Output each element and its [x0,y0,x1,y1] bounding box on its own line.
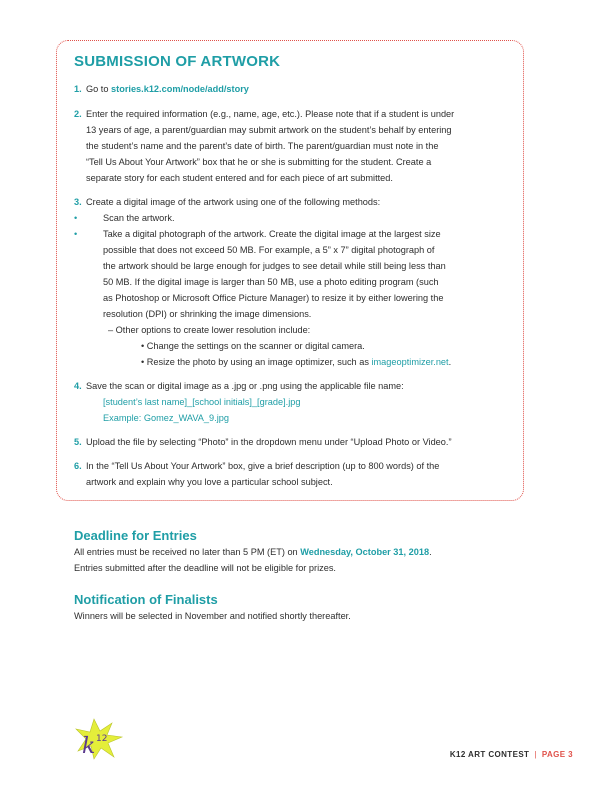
svg-text:12: 12 [96,734,108,744]
step-1-label: Go to [86,84,112,94]
finalists-line-1: Winners will be selected in November and notified shortly thereafter. [74,611,351,621]
step-2-line-4: “Tell Us About Your Artwork” box that he or she is submitting for the student. Create a [86,157,432,167]
step-3-intro: Create a digital image of the artwork using one of the following methods: [86,197,381,207]
step-5-text: Upload the file by selecting “Photo” in the dropdown menu under “Upload Photo or Video.” [86,437,452,447]
page-number: PAGE 3 [541,750,573,759]
step-4-example: Example: Gomez_WAVA_9.jpg [103,413,229,423]
step-6-line-1: In the “Tell Us About Your Artwork” box, give a brief description (up to 800 words) of the [86,461,440,471]
k12-logo-icon [74,717,124,761]
deadline-end: . [429,547,432,557]
step-2-line-2: 13 years of age, a parent/guardian may submit artwork on the student’s behalf by entering [86,125,452,135]
footer-label: K12 ART CONTEST [449,750,530,759]
footer-separator: | [534,750,537,759]
bullet-2-line-3: the artwork should be large enough for judges to see detail while still being less than [103,261,446,271]
step-2-line-5: separate story for each student entered and for each piece of art submitted. [86,173,393,183]
svg-text:k: k [82,734,96,759]
sub-option-2 [141,356,451,368]
deadline-date: Wednesday, October 31, 2018 [300,547,430,557]
step-2-number: 2. [74,109,82,119]
step-1-text [86,83,249,95]
story-link[interactable]: stories.k12.com/node/add/story [111,84,249,94]
step-2-line-3: the student’s name and the parent’s date of birth. The parent/guardian must note in the [86,141,439,151]
bullet-2-line-1: Take a digital photograph of the artwork. Create the digital image at the largest size [103,229,441,239]
sub-option-1: • Change the settings on the scanner or digital camera. [141,341,365,351]
finalists-title: Notification of Finalists [74,592,218,607]
step-2-line-1: Enter the required information (e.g., name, age, etc.). Please note that if a student is under [86,109,455,119]
bullet-2-line-5: as Photoshop or Microsoft Office Picture Manager) to resize it by either lowering the [103,293,444,303]
sub-options-intro: – Other options to create lower resolution include: [108,325,311,335]
sub-option-2-end: . [448,357,452,367]
deadline-line-1 [74,546,432,558]
sub-option-2-text: • Resize the photo by using an image optimizer, such as [141,357,372,367]
step-1-number: 1. [74,84,82,94]
bullet-1-text: Scan the artwork. [103,213,175,223]
step-5-number: 5. [74,437,82,447]
step-4-filename: [student’s last name]_[school initials]_[grade].jpg [103,397,301,407]
deadline-line-2: Entries submitted after the deadline will not be eligible for prizes. [74,563,336,573]
bullet-1: • [74,213,78,223]
bullet-2-line-4: 50 MB. If the digital image is larger than 50 MB, use a photo editing program (such [103,277,439,287]
bullet-2-line-2: possible that does not exceed 50 MB. For example, a 5” x 7” digital photograph of [103,245,435,255]
bullet-2: • [74,229,78,239]
page-footer [450,750,573,759]
step-4-number: 4. [74,381,82,391]
bullet-2-line-6: resolution (DPI) or shrinking the image dimensions. [103,309,312,319]
imageoptimizer-link[interactable]: imageoptimizer.net [371,357,449,367]
step-3-number: 3. [74,197,82,207]
submission-title: SUBMISSION OF ARTWORK [74,53,281,70]
step-6-number: 6. [74,461,82,471]
deadline-text: All entries must be received no later than 5 PM (ET) on [74,547,301,557]
deadline-title: Deadline for Entries [74,528,197,543]
step-6-line-2: artwork and explain why you love a particular school subject. [86,477,333,487]
step-4-text: Save the scan or digital image as a .jpg or .png using the applicable file name: [86,381,404,391]
